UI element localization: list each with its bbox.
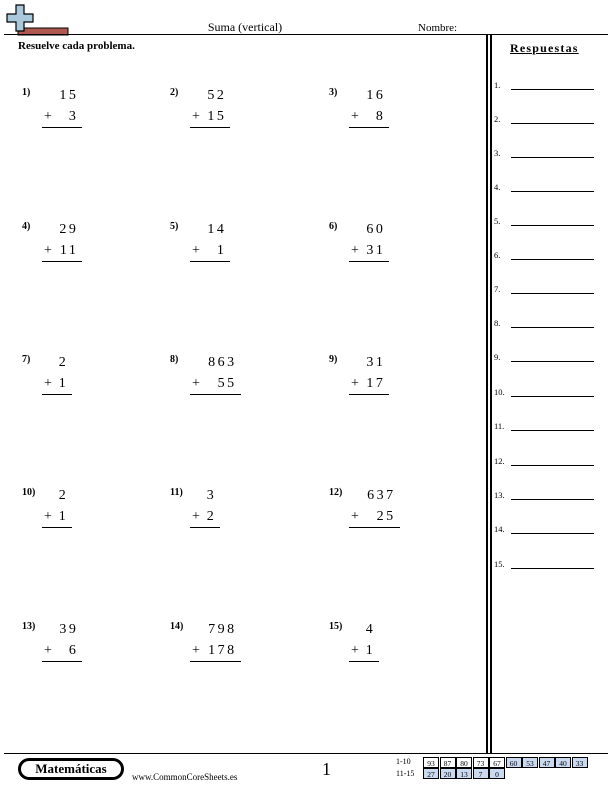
sum-line bbox=[42, 261, 82, 262]
bottom-addend: 1 bbox=[58, 376, 69, 391]
answer-number: 15. bbox=[494, 559, 505, 569]
answer-number: 9. bbox=[494, 352, 501, 362]
answer-row bbox=[494, 387, 594, 401]
plus-sign: + bbox=[351, 509, 359, 524]
problem-number: 5) bbox=[170, 221, 179, 232]
bottom-addend: 2 bbox=[206, 509, 217, 524]
sum-line bbox=[349, 127, 389, 128]
sum-line bbox=[42, 661, 82, 662]
bottom-addend: 1 bbox=[58, 509, 69, 524]
top-addend: 52 bbox=[207, 88, 227, 103]
top-addend: 16 bbox=[366, 88, 386, 103]
score-key-cell: 7 bbox=[473, 768, 489, 779]
top-addend: 60 bbox=[366, 222, 386, 237]
sum-line bbox=[42, 127, 82, 128]
answer-row bbox=[494, 216, 594, 230]
answer-blank[interactable] bbox=[511, 361, 594, 362]
answer-number: 14. bbox=[494, 524, 505, 534]
bottom-addend: 55 bbox=[217, 376, 237, 391]
plus-sign: + bbox=[192, 109, 200, 124]
score-key-cell: 40 bbox=[555, 757, 571, 768]
plus-sign: + bbox=[44, 376, 52, 391]
plus-sign: + bbox=[44, 109, 52, 124]
sum-line bbox=[190, 127, 230, 128]
answer-number: 8. bbox=[494, 318, 501, 328]
top-addend: 3 bbox=[206, 488, 217, 503]
top-addend: 39 bbox=[59, 622, 79, 637]
addition-problem bbox=[170, 354, 320, 424]
sum-line bbox=[190, 527, 220, 528]
problem-number: 13) bbox=[22, 621, 36, 632]
plus-sign: + bbox=[44, 243, 52, 258]
plus-sign: + bbox=[351, 243, 359, 258]
answer-row bbox=[494, 318, 594, 332]
answer-row bbox=[494, 250, 594, 264]
bottom-addend: 15 bbox=[207, 109, 227, 124]
score-key-cell: 60 bbox=[506, 757, 522, 768]
answer-blank[interactable] bbox=[511, 327, 594, 328]
bottom-addend: 11 bbox=[59, 243, 79, 258]
problem-number: 7) bbox=[22, 354, 31, 365]
problem-number: 9) bbox=[329, 354, 338, 365]
bottom-addend: 3 bbox=[68, 109, 79, 124]
score-key-cell: 0 bbox=[489, 768, 505, 779]
score-key-cell: 33 bbox=[572, 757, 588, 768]
sum-line bbox=[42, 527, 72, 528]
sum-line bbox=[190, 261, 230, 262]
answer-blank[interactable] bbox=[511, 499, 594, 500]
answer-blank[interactable] bbox=[511, 123, 594, 124]
answer-blank[interactable] bbox=[511, 259, 594, 260]
plus-sign: + bbox=[192, 643, 200, 658]
instructions: Resuelve cada problema. bbox=[18, 40, 135, 52]
top-addend: 2 bbox=[58, 488, 69, 503]
score-key-range: 1-10 bbox=[396, 757, 411, 766]
problem-number: 12) bbox=[329, 487, 343, 498]
top-addend: 31 bbox=[366, 355, 386, 370]
problem-number: 11) bbox=[170, 487, 183, 498]
plus-sign: + bbox=[192, 243, 200, 258]
answer-number: 11. bbox=[494, 421, 505, 431]
answers-title: Respuestas bbox=[510, 41, 579, 55]
addition-problem bbox=[329, 87, 479, 157]
top-addend: 637 bbox=[367, 488, 396, 503]
answer-number: 12. bbox=[494, 456, 505, 466]
answer-divider-left bbox=[486, 35, 488, 753]
answer-row bbox=[494, 148, 594, 162]
plus-sign: + bbox=[351, 376, 359, 391]
answer-row bbox=[494, 284, 594, 298]
answer-row bbox=[494, 114, 594, 128]
score-key-cell: 27 bbox=[423, 768, 439, 779]
score-key-cell: 53 bbox=[522, 757, 538, 768]
subject-badge bbox=[18, 758, 124, 780]
site-url: www.CommonCoreSheets.es bbox=[132, 772, 238, 782]
answer-row bbox=[494, 524, 594, 538]
problem-number: 2) bbox=[170, 87, 179, 98]
answer-blank[interactable] bbox=[511, 465, 594, 466]
top-addend: 14 bbox=[207, 222, 227, 237]
bottom-addend: 31 bbox=[366, 243, 386, 258]
plus-sign: + bbox=[351, 109, 359, 124]
worksheet-title: Suma (vertical) bbox=[207, 20, 283, 34]
bottom-addend: 8 bbox=[375, 109, 386, 124]
answer-blank[interactable] bbox=[511, 396, 594, 397]
answer-number: 13. bbox=[494, 490, 505, 500]
answer-blank[interactable] bbox=[511, 89, 594, 90]
top-addend: 29 bbox=[59, 222, 79, 237]
top-addend: 863 bbox=[208, 355, 237, 370]
addition-problem bbox=[22, 621, 172, 691]
addition-problem bbox=[22, 487, 172, 557]
answer-blank[interactable] bbox=[511, 533, 594, 534]
addition-problem bbox=[22, 221, 172, 291]
answer-row bbox=[494, 456, 594, 470]
sum-line bbox=[349, 527, 400, 528]
addition-problem bbox=[329, 221, 479, 291]
answer-number: 10. bbox=[494, 387, 505, 397]
answer-row bbox=[494, 182, 594, 196]
score-key-range: 11-15 bbox=[396, 769, 415, 778]
answer-row bbox=[494, 490, 594, 504]
addition-problem bbox=[170, 87, 320, 157]
plus-logo-icon bbox=[4, 4, 70, 36]
addition-problem bbox=[170, 487, 320, 557]
plus-sign: + bbox=[192, 509, 200, 524]
problem-number: 6) bbox=[329, 221, 338, 232]
addition-problem bbox=[329, 487, 479, 557]
answer-blank[interactable] bbox=[511, 430, 594, 431]
bottom-addend: 6 bbox=[68, 643, 79, 658]
addition-problem bbox=[22, 87, 172, 157]
problem-number: 8) bbox=[170, 354, 179, 365]
answer-row bbox=[494, 80, 594, 94]
problem-number: 3) bbox=[329, 87, 338, 98]
problem-number: 14) bbox=[170, 621, 184, 632]
addition-problem bbox=[170, 621, 320, 691]
answer-number: 2. bbox=[494, 114, 501, 124]
score-key-cell: 93 bbox=[423, 757, 439, 768]
sum-line bbox=[349, 261, 389, 262]
answer-blank[interactable] bbox=[511, 191, 594, 192]
answer-number: 5. bbox=[494, 216, 501, 226]
sum-line bbox=[42, 394, 72, 395]
score-key-cell: 80 bbox=[456, 757, 472, 768]
score-key-cell: 73 bbox=[473, 757, 489, 768]
plus-sign: + bbox=[44, 509, 52, 524]
bottom-addend: 1 bbox=[216, 243, 227, 258]
answer-row bbox=[494, 559, 594, 573]
top-addend: 2 bbox=[58, 355, 69, 370]
answer-blank[interactable] bbox=[511, 225, 594, 226]
top-addend: 4 bbox=[365, 622, 376, 637]
top-addend: 798 bbox=[208, 622, 237, 637]
answer-row bbox=[494, 352, 594, 366]
addition-problem bbox=[22, 354, 172, 424]
answer-number: 3. bbox=[494, 148, 501, 158]
answer-number: 7. bbox=[494, 284, 501, 294]
bottom-addend: 178 bbox=[208, 643, 237, 658]
answer-divider-right bbox=[490, 35, 492, 753]
answer-number: 1. bbox=[494, 80, 501, 90]
bottom-addend: 25 bbox=[376, 509, 396, 524]
answer-blank[interactable] bbox=[511, 157, 594, 158]
sum-line bbox=[190, 661, 241, 662]
problem-number: 1) bbox=[22, 87, 31, 98]
plus-sign: + bbox=[192, 376, 200, 391]
score-key-cell: 87 bbox=[440, 757, 456, 768]
answer-row bbox=[494, 421, 594, 435]
score-key-cell: 20 bbox=[440, 768, 456, 779]
addition-problem bbox=[170, 221, 320, 291]
addition-problem bbox=[329, 354, 479, 424]
sum-line bbox=[349, 394, 389, 395]
footer-rule bbox=[4, 753, 608, 754]
plus-sign: + bbox=[44, 643, 52, 658]
subject-badge-label: Matemáticas bbox=[21, 761, 121, 777]
answer-number: 4. bbox=[494, 182, 501, 192]
header-rule bbox=[4, 34, 608, 35]
score-key-cell: 13 bbox=[456, 768, 472, 779]
bottom-addend: 1 bbox=[365, 643, 376, 658]
addition-problem bbox=[329, 621, 479, 691]
bottom-addend: 17 bbox=[366, 376, 386, 391]
answer-number: 6. bbox=[494, 250, 501, 260]
problem-number: 4) bbox=[22, 221, 31, 232]
answer-blank[interactable] bbox=[511, 568, 594, 569]
problem-number: 10) bbox=[22, 487, 36, 498]
score-key-cell: 47 bbox=[539, 757, 555, 768]
name-label: Nombre: bbox=[418, 22, 458, 34]
page-number: 1 bbox=[322, 759, 331, 779]
sum-line bbox=[190, 394, 241, 395]
top-addend: 15 bbox=[59, 88, 79, 103]
sum-line bbox=[349, 661, 379, 662]
answer-blank[interactable] bbox=[511, 293, 594, 294]
score-key-cell: 67 bbox=[489, 757, 505, 768]
problem-number: 15) bbox=[329, 621, 343, 632]
plus-sign: + bbox=[351, 643, 359, 658]
